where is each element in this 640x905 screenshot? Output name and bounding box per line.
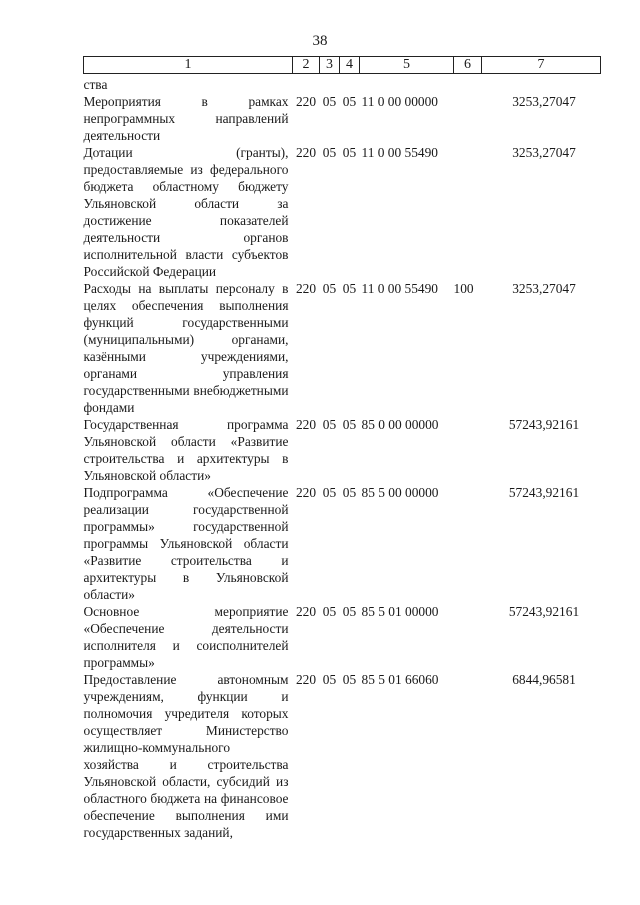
row-gr: 220 bbox=[295, 145, 317, 160]
column-header-5: 5 bbox=[360, 57, 454, 74]
row-rz: 05 bbox=[322, 94, 337, 109]
row-amount: 3253,27047 bbox=[512, 94, 576, 109]
row-pr bbox=[340, 74, 360, 94]
row-pr: 05 bbox=[342, 281, 357, 296]
row-amount: 6844,96581 bbox=[512, 672, 576, 687]
row-gr: 220 bbox=[295, 94, 317, 109]
row-vr bbox=[454, 603, 482, 671]
table-row bbox=[84, 671, 601, 841]
row-pr: 05 bbox=[342, 485, 357, 500]
row-gr bbox=[293, 74, 320, 94]
row-amount: 3253,27047 bbox=[512, 145, 576, 160]
table-row bbox=[84, 74, 601, 94]
row-csr: 11 0 00 55490 bbox=[361, 145, 438, 160]
row-name: Расходы на выплаты персоналу в целях обеспечения выполнения функций государственными (муниципальными) органами, казёнными учреждениями, органами управления государственными внебюджетными фондами bbox=[83, 281, 289, 415]
table-row bbox=[84, 603, 601, 671]
table-row bbox=[84, 144, 601, 280]
column-header-3: 3 bbox=[320, 57, 340, 74]
row-rz: 05 bbox=[322, 672, 337, 687]
row-csr bbox=[360, 74, 454, 94]
row-csr: 85 5 01 00000 bbox=[361, 604, 439, 619]
row-vr bbox=[454, 93, 482, 144]
row-vr bbox=[454, 671, 482, 841]
row-rz bbox=[320, 74, 340, 94]
column-header-6: 6 bbox=[454, 57, 482, 74]
table-row bbox=[84, 416, 601, 484]
row-amount: 57243,92161 bbox=[508, 604, 580, 619]
row-pr: 05 bbox=[342, 604, 357, 619]
row-amount bbox=[482, 74, 601, 94]
row-pr: 05 bbox=[342, 672, 357, 687]
row-name: ства bbox=[83, 77, 108, 92]
column-header-2: 2 bbox=[293, 57, 320, 74]
row-rz: 05 bbox=[322, 281, 337, 296]
row-csr: 85 5 01 66060 bbox=[361, 672, 439, 687]
row-vr: 100 bbox=[453, 281, 474, 296]
table-header-row bbox=[84, 57, 601, 74]
row-name: Дотации (гранты), предоставляемые из федерального бюджета областному бюджету Ульяновской области за достижение показателей деятельности органов исполнительной власти субъектов Российской Федерации bbox=[83, 145, 289, 279]
row-rz: 05 bbox=[322, 485, 337, 500]
column-header-7: 7 bbox=[482, 57, 601, 74]
row-gr: 220 bbox=[295, 672, 317, 687]
row-csr: 85 0 00 00000 bbox=[361, 417, 439, 432]
row-gr: 220 bbox=[295, 417, 317, 432]
row-pr: 05 bbox=[342, 417, 357, 432]
row-name: Основное мероприятие «Обеспечение деятельности исполнителя и соисполнителей программы» bbox=[83, 604, 289, 670]
row-vr bbox=[454, 484, 482, 603]
row-gr: 220 bbox=[295, 281, 317, 296]
row-rz: 05 bbox=[322, 604, 337, 619]
row-amount: 57243,92161 bbox=[508, 417, 580, 432]
row-amount: 3253,27047 bbox=[512, 281, 576, 296]
row-csr: 11 0 00 00000 bbox=[361, 94, 438, 109]
budget-table bbox=[83, 56, 601, 841]
row-csr: 85 5 00 00000 bbox=[361, 485, 439, 500]
row-csr: 11 0 00 55490 bbox=[361, 281, 438, 296]
row-pr: 05 bbox=[342, 94, 357, 109]
table-row bbox=[84, 280, 601, 416]
row-name: Предоставление автономным учреждениям, функции и полномочия учредителя которых осуществляет Министерство жилищно-коммунального хозяйства и строительства Ульяновской области, субсидий из областного бюджета на финансовое обеспечение выполнения ими государственных заданий, bbox=[83, 672, 289, 840]
row-gr: 220 bbox=[295, 485, 317, 500]
row-pr: 05 bbox=[342, 145, 357, 160]
row-rz: 05 bbox=[322, 145, 337, 160]
column-header-4: 4 bbox=[340, 57, 360, 74]
row-vr bbox=[454, 416, 482, 484]
page-number: 38 bbox=[312, 33, 328, 49]
column-header-1: 1 bbox=[84, 57, 293, 74]
table-row bbox=[84, 93, 601, 144]
row-name: Подпрограмма «Обеспечение реализации государственной программы» государственной программы Ульяновской области «Развитие строительства и архитектуры в Ульяновской области» bbox=[83, 485, 289, 602]
row-name: Мероприятия в рамках непрограммных направлений деятельности bbox=[83, 94, 289, 143]
row-name: Государственная программа Ульяновской области «Развитие строительства и архитектуры в Ульяновской области» bbox=[83, 417, 289, 483]
row-rz: 05 bbox=[322, 417, 337, 432]
row-vr bbox=[454, 74, 482, 94]
row-vr bbox=[454, 144, 482, 280]
row-amount: 57243,92161 bbox=[508, 485, 580, 500]
table-row bbox=[84, 484, 601, 603]
row-gr: 220 bbox=[295, 604, 317, 619]
